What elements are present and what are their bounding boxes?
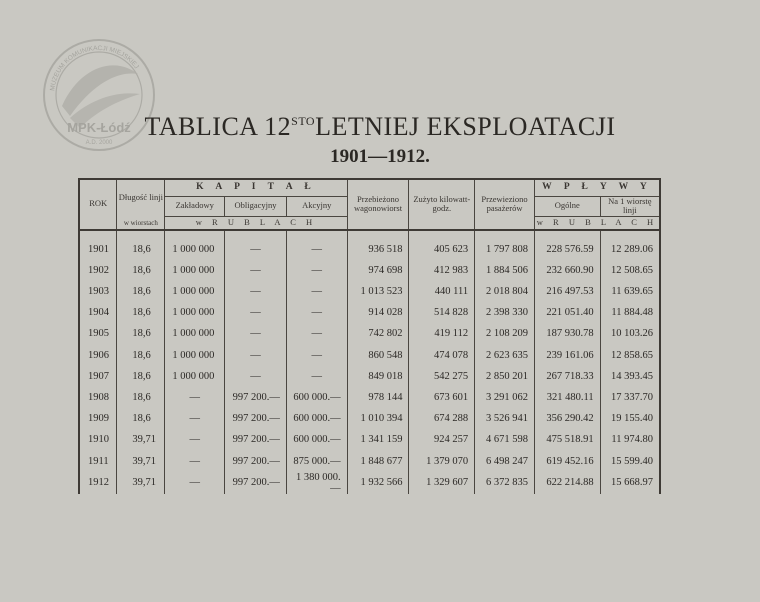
header-dlugosc-unit: w wiorstach xyxy=(117,217,165,230)
cell-dlugosc: 18,6 xyxy=(117,408,165,429)
cell-rok: 1909 xyxy=(88,413,109,425)
cell-akcyjny: — xyxy=(286,239,347,260)
cell-przebiezono: 849 018 xyxy=(347,366,409,387)
header-zuzyto: Zużyto kilowatt-godz. xyxy=(409,179,475,230)
cell-obligacyjny: 997 200.— xyxy=(225,472,287,494)
cell-na-wiorste: 12 858.65 xyxy=(600,344,660,365)
cell-zakladowy: — xyxy=(165,429,225,450)
cell-przebiezono: 1 932 566 xyxy=(347,472,409,494)
header-ogolne: Ogólne xyxy=(534,196,600,217)
exploitation-table xyxy=(78,178,661,494)
header-zakladowy: Zakładowy xyxy=(165,196,225,217)
cell-zuzyto: 924 257 xyxy=(409,429,475,450)
cell-dlugosc: 18,6 xyxy=(117,260,165,281)
cell-akcyjny: — xyxy=(286,302,347,323)
cell-zuzyto: 674 288 xyxy=(409,408,475,429)
title-part-a: TABLICA 12 xyxy=(144,112,292,141)
cell-zuzyto: 412 983 xyxy=(409,260,475,281)
cell-dlugosc: 18,6 xyxy=(117,323,165,344)
watermark-text: MUZEUM KOMUNIKACJI MIEJSKIEJ xyxy=(49,44,140,92)
cell-akcyjny: — xyxy=(286,260,347,281)
cell-obligacyjny: — xyxy=(225,344,287,365)
cell-akcyjny: — xyxy=(286,344,347,365)
cell-rok: 1903 xyxy=(88,286,109,297)
cell-przewieziono: 1 797 808 xyxy=(475,239,535,260)
watermark-date: A.D. 2000 xyxy=(85,140,113,146)
cell-zakladowy: — xyxy=(165,472,225,494)
cell-dlugosc: 39,71 xyxy=(117,429,165,450)
cell-ogolne: 232 660.90 xyxy=(534,260,600,281)
cell-przebiezono: 742 802 xyxy=(347,323,409,344)
title-part-b: LETNIEJ EKSPLOATACJI xyxy=(315,112,616,141)
cell-akcyjny: 875 000.— xyxy=(286,450,347,471)
cell-na-wiorste: 15 599.40 xyxy=(600,450,660,471)
cell-ogolne: 239 161.06 xyxy=(534,344,600,365)
cell-ogolne: 267 718.33 xyxy=(534,366,600,387)
cell-na-wiorste: 11 974.80 xyxy=(600,429,660,450)
table-row xyxy=(79,281,660,302)
cell-przewieziono: 3 526 941 xyxy=(475,408,535,429)
cell-obligacyjny: — xyxy=(225,260,287,281)
cell-zuzyto: 440 111 xyxy=(409,281,475,302)
cell-przewieziono: 1 884 506 xyxy=(475,260,535,281)
cell-rok: 1908 xyxy=(88,391,109,403)
cell-rok: 1902 xyxy=(88,264,109,276)
cell-ogolne: 221 051.40 xyxy=(534,302,600,323)
cell-przebiezono: 914 028 xyxy=(347,302,409,323)
cell-akcyjny: — xyxy=(286,323,347,344)
cell-rok: 1904 xyxy=(88,307,109,319)
cell-przewieziono: 3 291 062 xyxy=(475,387,535,408)
cell-na-wiorste: 12 289.06 xyxy=(600,239,660,260)
watermark-logo-text: MPK-Łódź xyxy=(67,120,131,135)
cell-zuzyto: 1 329 607 xyxy=(409,472,475,494)
table-row xyxy=(79,323,660,344)
table-row xyxy=(79,366,660,387)
cell-zakladowy: — xyxy=(165,408,225,429)
cell-zakladowy: 1 000 000 xyxy=(165,281,225,302)
page-subtitle-years: 1901—1912. xyxy=(330,146,430,167)
header-obligacyjny: Obligacyjny xyxy=(225,196,287,217)
cell-akcyjny: 600 000.— xyxy=(286,429,347,450)
cell-zuzyto: 514 828 xyxy=(409,302,475,323)
table-row xyxy=(79,302,660,323)
cell-ogolne: 619 452.16 xyxy=(534,450,600,471)
cell-na-wiorste: 11 884.48 xyxy=(600,302,660,323)
cell-rok: 1912 xyxy=(88,477,109,489)
cell-przewieziono: 6 498 247 xyxy=(475,450,535,471)
cell-rok: 1910 xyxy=(88,434,109,446)
cell-rok: 1911 xyxy=(88,455,109,467)
cell-ogolne: 356 290.42 xyxy=(534,408,600,429)
table-row xyxy=(79,344,660,365)
cell-przebiezono: 1 010 394 xyxy=(347,408,409,429)
cell-zuzyto: 542 275 xyxy=(409,366,475,387)
cell-przewieziono: 2 850 201 xyxy=(475,366,535,387)
cell-na-wiorste: 17 337.70 xyxy=(600,387,660,408)
cell-przewieziono: 2 108 209 xyxy=(475,323,535,344)
table-row xyxy=(79,450,660,471)
cell-dlugosc: 39,71 xyxy=(117,472,165,494)
cell-rok: 1901 xyxy=(88,243,109,255)
cell-przewieziono: 2 623 635 xyxy=(475,344,535,365)
table-row xyxy=(79,239,660,260)
cell-na-wiorste: 10 103.26 xyxy=(600,323,660,344)
cell-przebiezono: 1 848 677 xyxy=(347,450,409,471)
cell-obligacyjny: — xyxy=(225,366,287,387)
table-row xyxy=(79,429,660,450)
cell-zuzyto: 673 601 xyxy=(409,387,475,408)
cell-dlugosc: 18,6 xyxy=(117,239,165,260)
cell-obligacyjny: 997 200.— xyxy=(225,387,287,408)
cell-obligacyjny: — xyxy=(225,323,287,344)
cell-akcyjny: 600 000.— xyxy=(286,408,347,429)
cell-ogolne: 228 576.59 xyxy=(534,239,600,260)
table-row xyxy=(79,260,660,281)
title-superscript: STO xyxy=(291,114,316,128)
cell-dlugosc: 18,6 xyxy=(117,366,165,387)
cell-ogolne: 321 480.11 xyxy=(534,387,600,408)
header-przewieziono: Przewieziono pasażerów xyxy=(475,179,535,230)
cell-obligacyjny: — xyxy=(225,281,287,302)
cell-przebiezono: 1 013 523 xyxy=(347,281,409,302)
page-title xyxy=(0,112,760,142)
header-wplywy: W P Ł Y W Y xyxy=(534,179,660,196)
cell-dlugosc: 18,6 xyxy=(117,302,165,323)
table-row xyxy=(79,472,660,494)
cell-na-wiorste: 19 155.40 xyxy=(600,408,660,429)
cell-rok: 1906 xyxy=(88,349,109,361)
header-przebiezono: Przebieżono wagonowiorst xyxy=(347,179,409,230)
table-row xyxy=(79,408,660,429)
cell-obligacyjny: 997 200.— xyxy=(225,450,287,471)
cell-dlugosc: 39,71 xyxy=(117,450,165,471)
table-row xyxy=(79,387,660,408)
cell-akcyjny: 1 380 000.— xyxy=(286,472,347,494)
header-kapital: K A P I T A Ł xyxy=(165,179,347,196)
cell-przewieziono: 2 018 804 xyxy=(475,281,535,302)
cell-ogolne: 622 214.88 xyxy=(534,472,600,494)
cell-na-wiorste: 12 508.65 xyxy=(600,260,660,281)
cell-przebiezono: 936 518 xyxy=(347,239,409,260)
cell-obligacyjny: — xyxy=(225,302,287,323)
cell-zakladowy: 1 000 000 xyxy=(165,239,225,260)
cell-na-wiorste: 14 393.45 xyxy=(600,366,660,387)
cell-przebiezono: 974 698 xyxy=(347,260,409,281)
cell-ogolne: 216 497.53 xyxy=(534,281,600,302)
cell-przebiezono: 1 341 159 xyxy=(347,429,409,450)
cell-przewieziono: 2 398 330 xyxy=(475,302,535,323)
header-kapital-unit: w R U B L A C H xyxy=(165,217,347,230)
cell-przewieziono: 4 671 598 xyxy=(475,429,535,450)
cell-akcyjny: 600 000.— xyxy=(286,387,347,408)
cell-akcyjny: — xyxy=(286,281,347,302)
cell-akcyjny: — xyxy=(286,366,347,387)
cell-rok: 1905 xyxy=(88,328,109,340)
cell-zakladowy: — xyxy=(165,450,225,471)
cell-dlugosc: 18,6 xyxy=(117,387,165,408)
cell-ogolne: 475 518.91 xyxy=(534,429,600,450)
cell-zuzyto: 1 379 070 xyxy=(409,450,475,471)
cell-zuzyto: 405 623 xyxy=(409,239,475,260)
cell-na-wiorste: 11 639.65 xyxy=(600,281,660,302)
cell-przewieziono: 6 372 835 xyxy=(475,472,535,494)
cell-obligacyjny: 997 200.— xyxy=(225,429,287,450)
cell-obligacyjny: 997 200.— xyxy=(225,408,287,429)
cell-przebiezono: 860 548 xyxy=(347,344,409,365)
header-akcyjny: Akcyjny xyxy=(286,196,347,217)
cell-zakladowy: 1 000 000 xyxy=(165,323,225,344)
header-na-wiorste: Na 1 wiorstę linji xyxy=(600,196,660,217)
cell-zakladowy: — xyxy=(165,387,225,408)
header-wplywy-unit: w R U B L A C H xyxy=(534,217,660,230)
cell-przebiezono: 978 144 xyxy=(347,387,409,408)
cell-ogolne: 187 930.78 xyxy=(534,323,600,344)
cell-dlugosc: 18,6 xyxy=(117,281,165,302)
cell-zakladowy: 1 000 000 xyxy=(165,302,225,323)
cell-zakladowy: 1 000 000 xyxy=(165,344,225,365)
header-rok: ROK xyxy=(79,179,117,230)
cell-zakladowy: 1 000 000 xyxy=(165,260,225,281)
cell-zuzyto: 474 078 xyxy=(409,344,475,365)
cell-zuzyto: 419 112 xyxy=(409,323,475,344)
cell-rok: 1907 xyxy=(88,370,109,382)
cell-dlugosc: 18,6 xyxy=(117,344,165,365)
cell-obligacyjny: — xyxy=(225,239,287,260)
header-dlugosc: Długość linji xyxy=(117,179,165,217)
cell-zakladowy: 1 000 000 xyxy=(165,366,225,387)
cell-na-wiorste: 15 668.97 xyxy=(600,472,660,494)
